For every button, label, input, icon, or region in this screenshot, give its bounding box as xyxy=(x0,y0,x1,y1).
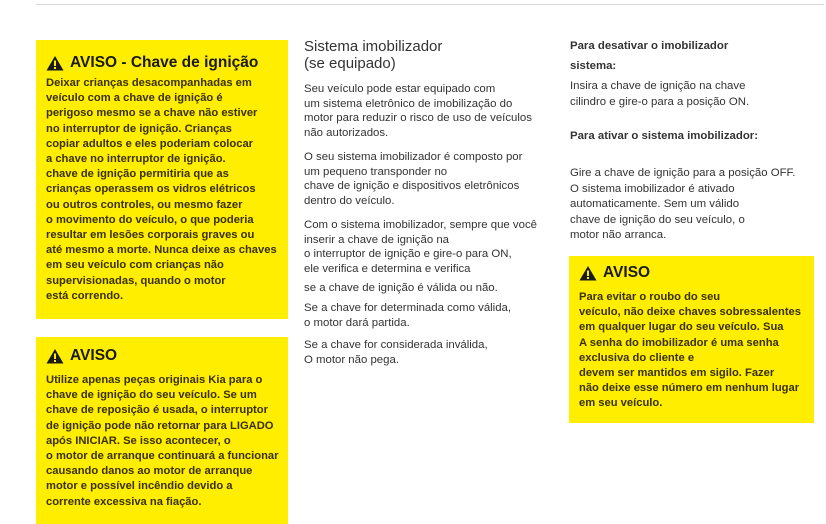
text-line: motor para reduzir o risco de uso de veículos xyxy=(304,112,532,125)
warning-title xyxy=(46,52,288,74)
paragraph xyxy=(304,281,498,296)
section-heading xyxy=(304,38,442,72)
warning-box-ignition-key xyxy=(36,40,288,319)
warning-title-text: AVISO xyxy=(603,264,651,281)
warning-title-text: AVISO - Chave de ignição xyxy=(70,54,259,71)
warning-triangle-icon xyxy=(46,348,64,364)
deactivate-text xyxy=(570,79,749,110)
warning-line: crianças operassem os vidros elétricos xyxy=(46,183,256,196)
warning-triangle-icon xyxy=(579,265,597,281)
text-line: Com o sistema imobilizador, sempre que você xyxy=(304,219,537,231)
text-line: ele verifica e determina e verifica xyxy=(304,262,471,275)
text-line: cilindro e gire-o para a posição ON. xyxy=(570,95,750,108)
warning-line: motor e possível incêndio devido a xyxy=(46,480,233,493)
warning-body xyxy=(46,76,288,304)
warning-line: o motor de arranque continuará a funcionar xyxy=(46,450,279,463)
heading-line: sistema: xyxy=(570,60,617,72)
warning-line: chave de ignição permitiria que as xyxy=(46,168,229,181)
text-line: motor não arranca. xyxy=(570,229,667,242)
paragraph xyxy=(304,150,522,208)
warning-line: veículo com a chave de ignição é xyxy=(46,92,223,105)
paragraph xyxy=(304,218,537,276)
warning-body xyxy=(46,373,288,510)
paragraph xyxy=(304,338,488,367)
warning-line: até mesmo a morte. Nunca deixe as chaves xyxy=(46,244,277,257)
text-line: não autorizados. xyxy=(304,126,389,139)
warning-line: perigoso mesmo se a chave não estiver xyxy=(46,107,258,120)
warning-line: ou outros controles, ou mesmo fazer xyxy=(46,198,243,211)
warning-line: causando danos ao motor de arranque xyxy=(46,465,253,478)
warning-line: Utilize apenas peças originais Kia para o xyxy=(46,374,263,386)
top-rule xyxy=(36,4,824,5)
warning-line: Para evitar o roubo do seu xyxy=(579,291,721,303)
text-line: o motor dará partida. xyxy=(304,316,410,329)
warning-title-text: AVISO xyxy=(70,347,118,364)
warning-line: chave de ignição do seu veículo. Se um xyxy=(46,389,257,402)
warning-box-genuine-parts xyxy=(36,337,288,524)
warning-line: chave de reposição é usada, o interruptor xyxy=(46,404,268,417)
warning-line: Deixar crianças desacompanhadas em xyxy=(46,77,252,89)
text-line: Seu veículo pode estar equipado com xyxy=(304,83,496,95)
activate-heading: Para ativar o sistema imobilizador: xyxy=(570,130,759,142)
warning-line: copiar adultos e eles poderiam colocar xyxy=(46,137,254,150)
warning-line: veículo, não deixe chaves sobressalentes xyxy=(579,306,801,319)
text-line: inserir a chave de ignição na xyxy=(304,233,450,246)
text-line: automaticamente. Sem um válido xyxy=(570,198,740,211)
warning-line: resultar em lesões corporais graves ou xyxy=(46,229,255,242)
warning-box-immobilizer xyxy=(569,256,814,423)
text-line: Insira a chave de ignição na chave xyxy=(570,80,746,92)
text-line: um sistema eletrônico de imobilização do xyxy=(304,97,513,110)
text-line: chave de ignição e dispositivos eletrônicos xyxy=(304,180,520,193)
section-heading-line: Sistema imobilizador xyxy=(304,38,443,55)
heading-line: Para desativar o imobilizador xyxy=(570,40,729,52)
warning-line: a chave no interruptor de ignição. xyxy=(46,153,226,166)
warning-line: após INICIAR. Se isso acontecer, o xyxy=(46,434,231,447)
warning-line: devem ser mantidos em sigilo. Fazer xyxy=(579,367,775,380)
warning-triangle-icon xyxy=(46,55,64,71)
warning-line: A senha do imobilizador é uma senha xyxy=(579,336,779,349)
text-line: dentro do veículo. xyxy=(304,194,395,207)
text-line: um pequeno transponder no xyxy=(304,165,448,178)
warning-line: supervisionadas, quando o motor xyxy=(46,274,226,287)
warning-line: corrente excessiva na fiação. xyxy=(46,495,202,508)
paragraph xyxy=(304,82,532,140)
warning-body xyxy=(579,290,814,412)
text-line: O motor não pega. xyxy=(304,353,399,366)
paragraph xyxy=(304,301,511,330)
text-line: chave de ignição do seu veículo, o xyxy=(570,213,745,226)
warning-line: em seu veículo com crianças não xyxy=(46,259,224,272)
warning-line: em qualquer lugar do seu veículo. Sua xyxy=(579,321,784,334)
warning-line: exclusiva do cliente e xyxy=(579,351,695,364)
text-line: O sistema imobilizador é ativado xyxy=(570,182,735,195)
text-line: Se a chave for considerada inválida, xyxy=(304,339,488,351)
warning-line: o movimento do veículo, o que poderia xyxy=(46,213,254,226)
activate-text xyxy=(570,166,795,244)
text-line: se a chave de ignição é válida ou não. xyxy=(304,282,498,294)
warning-title xyxy=(579,262,814,284)
deactivate-heading xyxy=(570,36,728,76)
warning-title xyxy=(46,345,288,367)
text-line: Se a chave for determinada como válida, xyxy=(304,302,512,314)
text-line: o interruptor de ignição e gire-o para ON, xyxy=(304,248,512,261)
warning-line: não deixe esse número em nenhum lugar xyxy=(579,382,800,395)
warning-line: de ignição pode não retornar para LIGADO xyxy=(46,419,274,432)
warning-line: no interruptor de ignição. Crianças xyxy=(46,122,232,135)
text-line: O seu sistema imobilizador é composto por xyxy=(304,151,523,163)
warning-line: em seu veículo. xyxy=(579,397,663,410)
section-heading-line: (se equipado) xyxy=(304,55,396,72)
warning-line: está correndo. xyxy=(46,289,124,302)
text-line: Gire a chave de ignição para a posição OFF. xyxy=(570,167,796,179)
